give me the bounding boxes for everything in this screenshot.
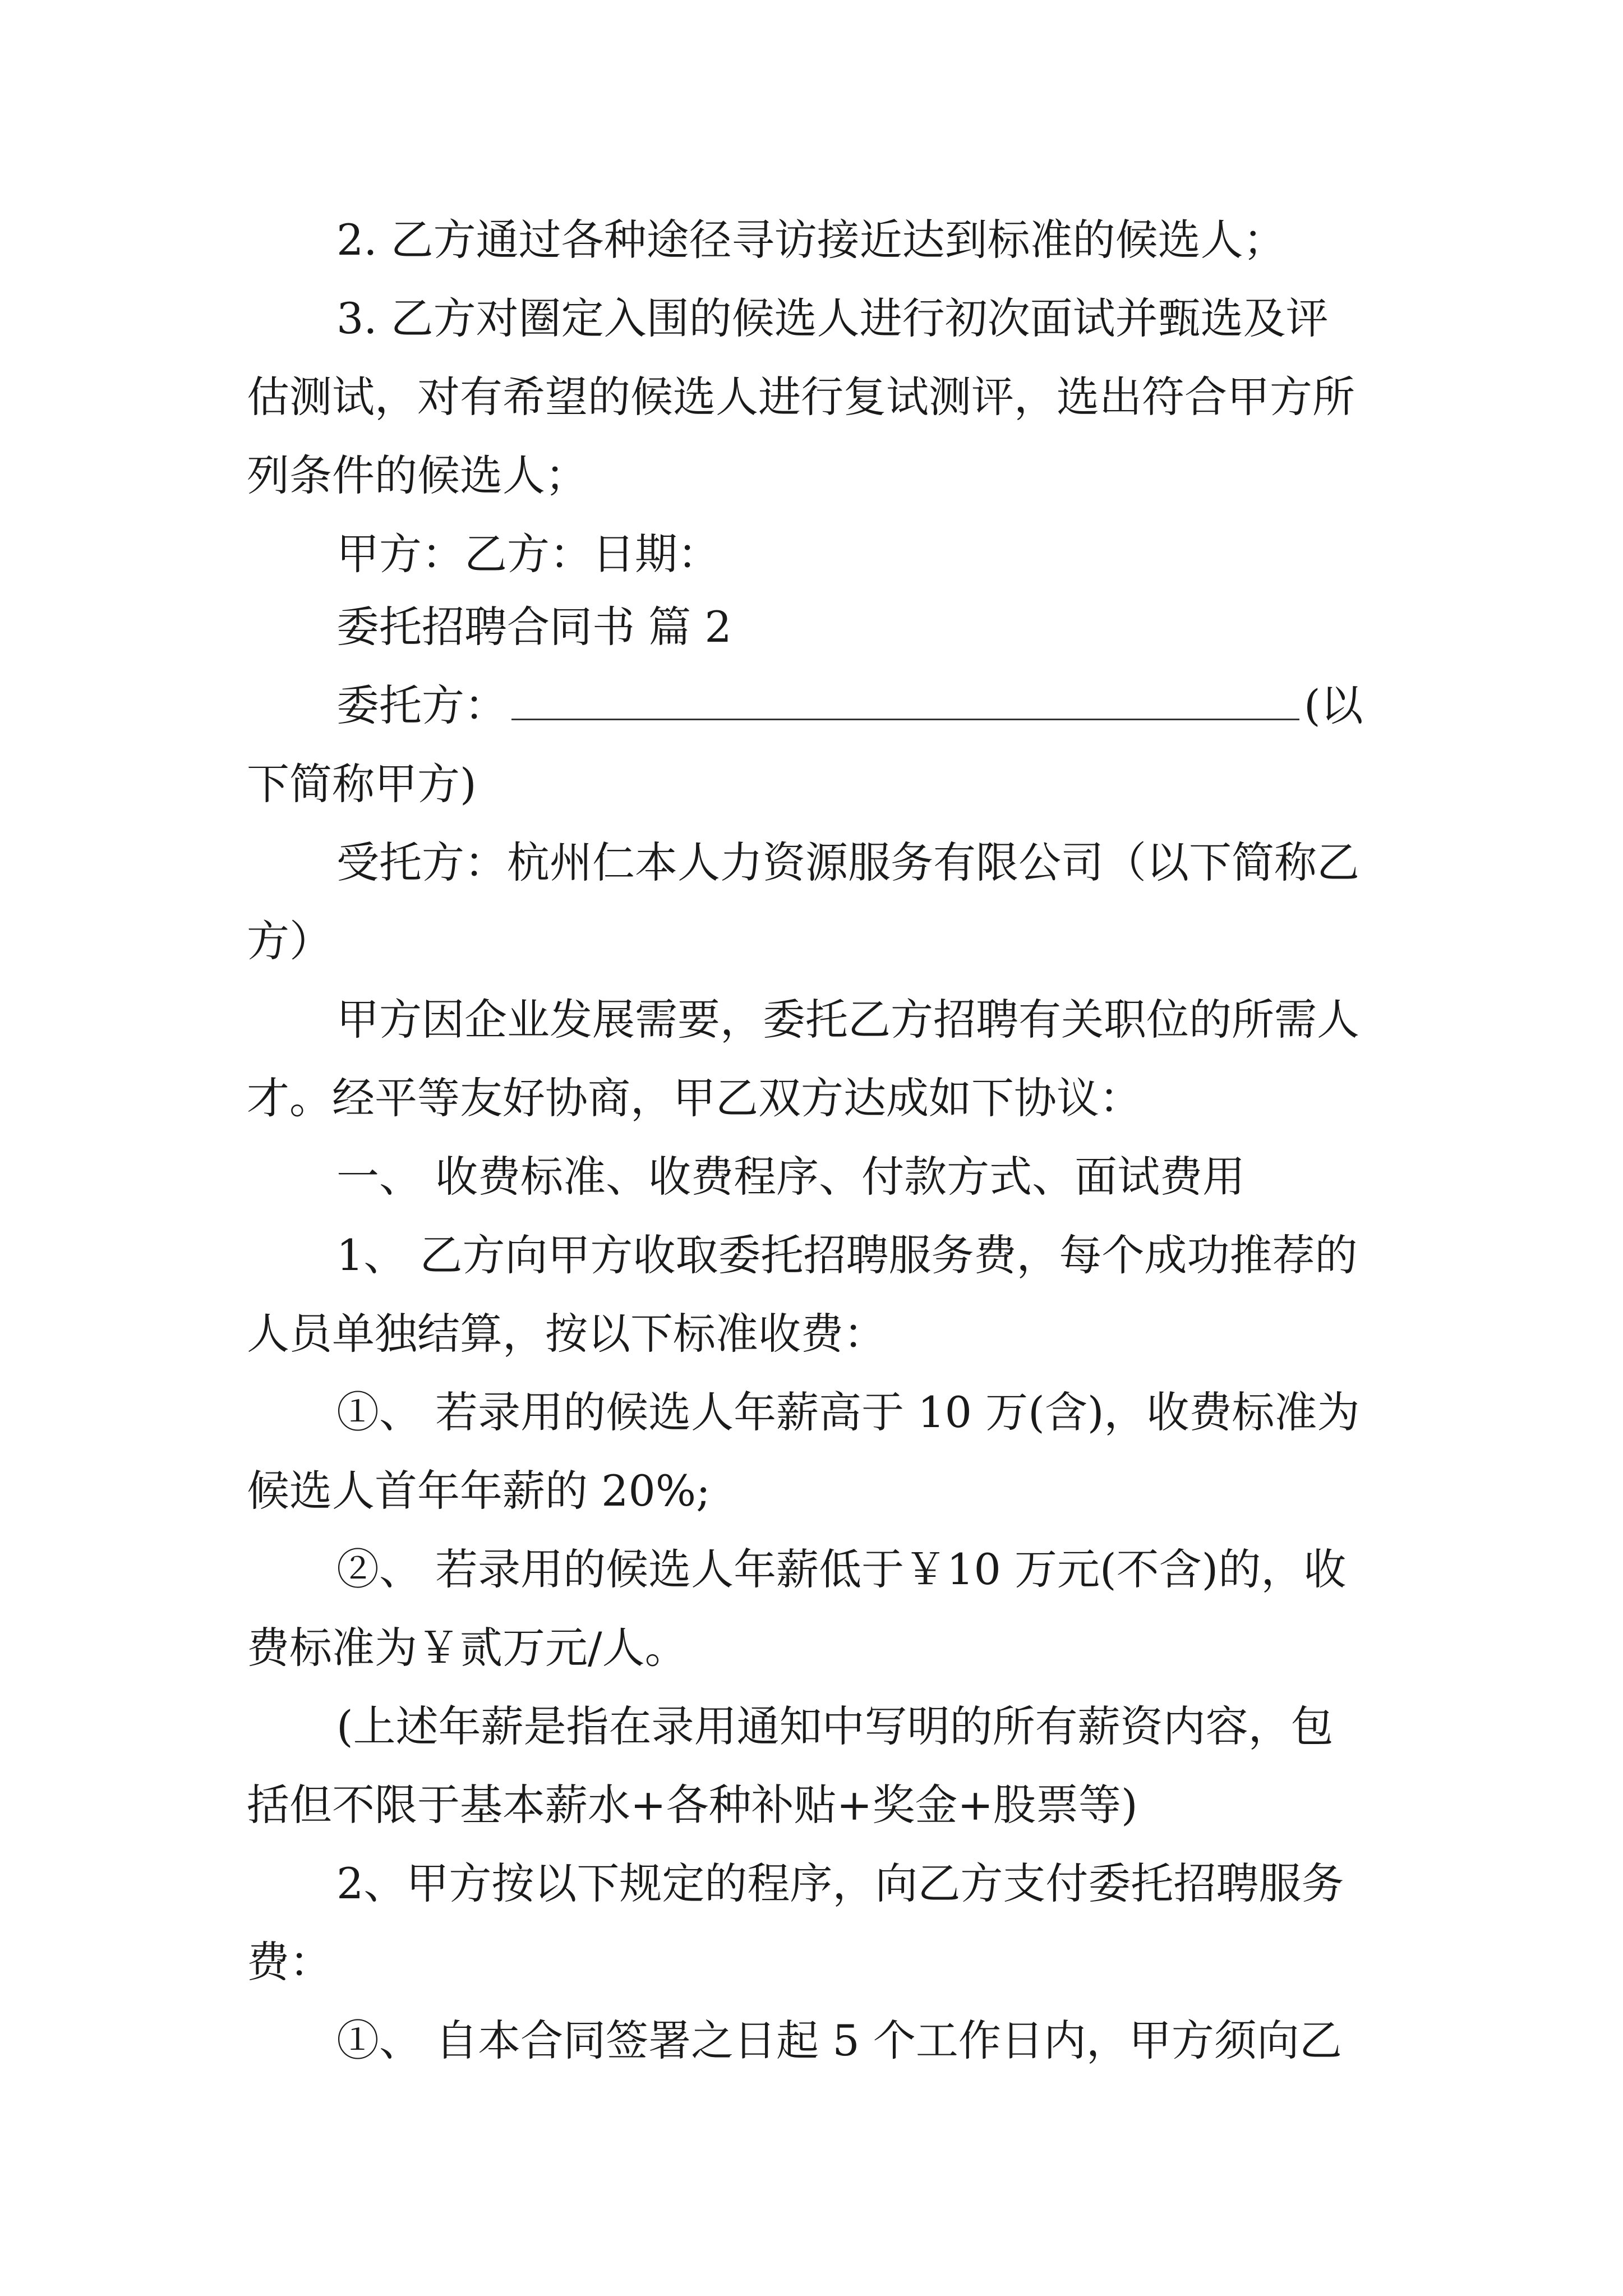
intro-line-2: 才。经平等友好协商，甲乙双方达成如下协议：	[247, 1073, 1142, 1123]
item-2-line-1: 2、甲方按以下规定的程序，向乙方支付委托招聘服务	[336, 1858, 1344, 1908]
paragraph-step-3-line-2: 估测试，对有希望的候选人进行复试测评，选出符合甲方所	[247, 372, 1355, 422]
item-1a-line-1: ①、 若录用的候选人年薪高于 10 万(含)，收费标准为	[336, 1387, 1360, 1437]
client-line-2: 下简称甲方)	[247, 759, 477, 809]
agent-line-1: 受托方：杭州仁本人力资源服务有限公司（以下简称乙	[336, 838, 1359, 887]
item-1a-line-2: 候选人首年年薪的 20%;	[247, 1466, 711, 1516]
note-line-1: (上述年薪是指在录用通知中写明的所有薪资内容，包	[336, 1701, 1334, 1751]
section-title: 委托招聘合同书 篇 2	[336, 602, 732, 652]
heading-fees: 一、 收费标准、收费程序、付款方式、面试费用	[336, 1152, 1246, 1202]
item-2a-line-1: ①、 自本合同签署之日起 5 个工作日内，甲方须向乙	[336, 2016, 1342, 2065]
item-1-line-1: 1、 乙方向甲方收取委托招聘服务费，每个成功推荐的	[336, 1230, 1358, 1280]
client-line	[336, 678, 1363, 734]
paragraph-step-2: 2. 乙方通过各种途径寻访接近达到标准的候选人；	[336, 215, 1286, 265]
client-name-blank	[511, 685, 1299, 720]
paragraph-step-3-line-3: 列条件的候选人；	[247, 450, 588, 500]
signature-line: 甲方：乙方：日期：	[336, 529, 720, 579]
paragraph-step-3-line-1: 3. 乙方对圈定入围的候选人进行初次面试并甄选及评	[336, 293, 1329, 343]
agent-line-2: 方）	[247, 916, 332, 966]
item-1b-line-2: 费标准为￥贰万元/人。	[247, 1623, 688, 1673]
item-1-line-2: 人员单独结算，按以下标准收费：	[247, 1309, 886, 1359]
note-line-2: 括但不限于基本薪水+各种补贴+奖金+股票等)	[247, 1780, 1138, 1830]
intro-line-1: 甲方因企业发展需要，委托乙方招聘有关职位的所需人	[336, 995, 1359, 1045]
client-suffix: (以	[1304, 680, 1363, 730]
item-2-line-2: 费：	[247, 1937, 332, 1987]
item-1b-line-1: ②、 若录用的候选人年薪低于￥10 万元(不含)的，收	[336, 1544, 1347, 1594]
client-label: 委托方：	[336, 680, 507, 730]
